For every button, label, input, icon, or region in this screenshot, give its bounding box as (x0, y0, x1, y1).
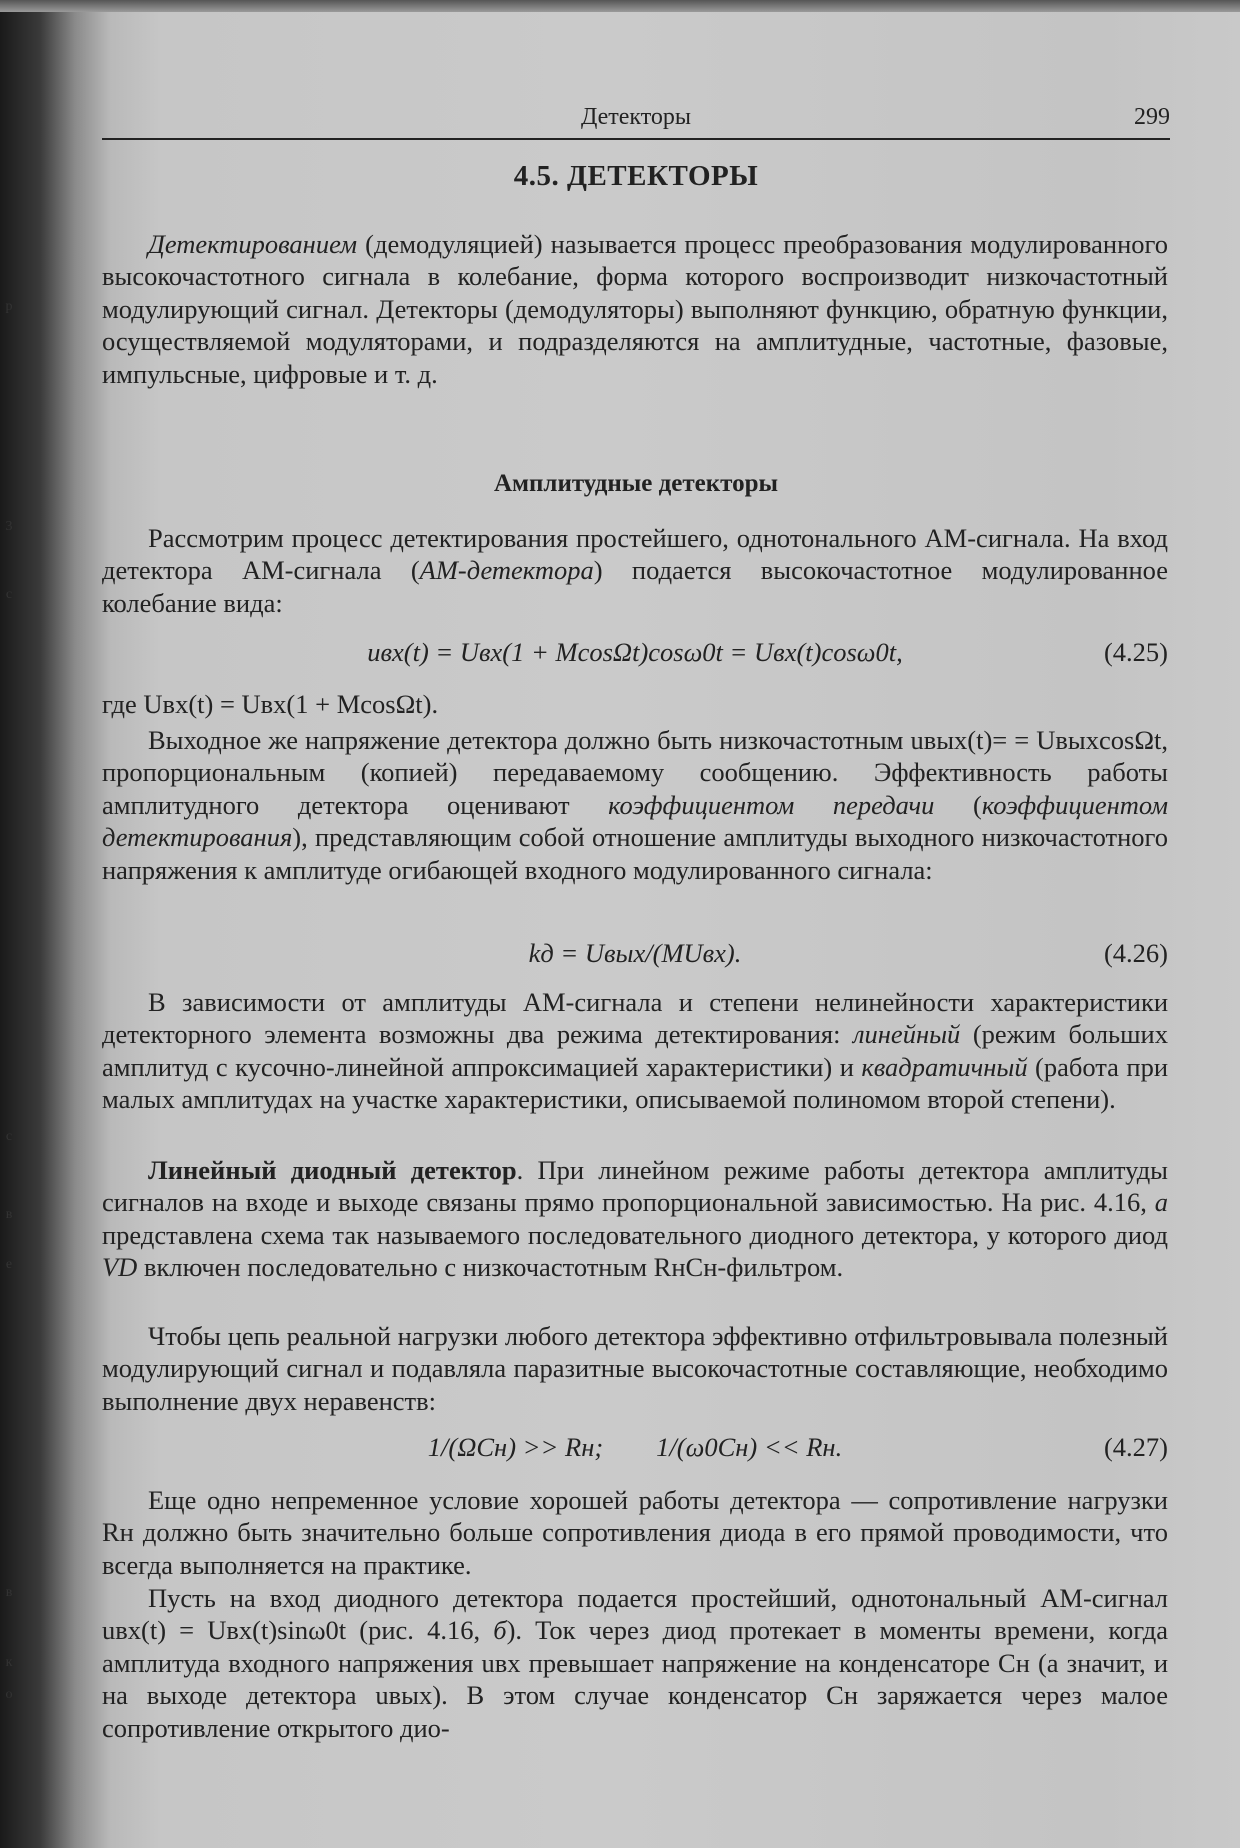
p4-diode-label: VD (102, 1252, 138, 1283)
running-title: Детекторы (580, 104, 692, 130)
top-shadow (0, 0, 1240, 12)
equation-4-25-formula: uвх(t) = Uвх(1 + MсosΩt)cosω0t = Uвх(t)cosω0t, (367, 637, 903, 667)
paragraph-5: Чтобы цепь реальной нагрузки любого детектора эффективно отфильтровывала полезный модулирующий сигнал и подавляла паразитные высокочастотные составляющие, необходимо выполнение двух неравенств: (102, 1321, 1168, 1416)
p2-term-2: коэффициентом детектирования (102, 789, 1169, 853)
p4-bold-term: Линейный диодный детектор (148, 1155, 517, 1185)
equation-4-27-number: (4.27) (1103, 1432, 1168, 1462)
subheading: Амплитудные детекторы (493, 470, 779, 497)
margin-mark: 3 (5, 519, 13, 534)
p3-term-1: линейный (852, 1019, 961, 1050)
equation-4-26-formula: kд = Uвых/(MUвх). (528, 938, 742, 968)
running-header (102, 102, 1170, 140)
margin-mark: с (5, 587, 13, 602)
equation-4-27-formula: 1/(ΩCн) >> Rн; 1/(ω0Cн) << Rн. (427, 1432, 843, 1462)
margin-mark: с (5, 1129, 13, 1144)
p4-figure-ref-a: а (1154, 1187, 1168, 1218)
p1-term: АМ-детектора (419, 555, 594, 586)
paragraph-1 (102, 522, 1168, 619)
paragraph-4 (102, 1154, 1168, 1284)
p4-text-b: представлена схема так называемого последовательного диодного детектора, у которого диод (102, 1219, 1168, 1250)
margin-mark: р (5, 299, 13, 314)
where-line: где Uвх(t) = Uвх(1 + MсosΩt). (102, 689, 439, 719)
margin-mark: в (5, 1207, 13, 1222)
equation-4-25-number: (4.25) (1103, 637, 1168, 667)
p3-term-2: квадратичный (861, 1051, 1028, 1082)
paragraph-6: Еще одно непременное условие хорошей работы детектора — сопротивление нагрузки Rн должно быть значительно больше сопротивления диода в его прямой проводимости, что всегда выполняется на практике. (102, 1485, 1168, 1580)
p7-figure-ref-b: б (493, 1615, 507, 1646)
margin-mark: о (5, 1687, 13, 1702)
p3-text-a: В зависимости от амплитуды АМ-сигнала и степени нелинейности характеристики детекторного элемента возможны два режима детектирования: (102, 987, 1168, 1050)
p4-text-a: . При линейном режиме работы детектора амплитуды сигналов на входе и выходе связаны прямо пропорциональной зависимостью. На рис. 4.16, (102, 1155, 1168, 1218)
p2-term-1: коэффициентом передачи (608, 789, 935, 820)
paragraph-3 (102, 986, 1168, 1116)
p7-text-a: Пусть на вход диодного детектора подается простейший, однотональный АМ-сигнал uвх(t) = Uвх(t)sinω0t (рис. 4.16, (102, 1583, 1168, 1646)
p7-text-b: ). Ток через диод протекает в моменты времени, когда амплитуда входного напряжения uвх превышает напряжение на конденсаторе Cн (а значит, и на выходе детектора uвых). В этом случае конденсатор Cн заряжается через малое сопротивление открытого дио- (102, 1615, 1168, 1743)
margin-mark: к (5, 1655, 13, 1670)
paragraph-7 (102, 1582, 1168, 1744)
p3-text-b: (режим больших амплитуд с кусочно-линейной аппроксимацией характеристики) и (102, 1019, 1168, 1082)
p1-text-a: Рассмотрим процесс детектирования простейшего, однотонального АМ-сигнала. На вход детектора АМ-сигнала ( (102, 523, 1168, 586)
p2-text-b: ( (934, 789, 982, 820)
p4-text-c: включен последовательно с низкочастотным RнCн-фильтром. (137, 1252, 844, 1283)
p1-text-b: ) подается высокочастотное модулированное колебание вида: (102, 555, 1169, 618)
intro-term: Детектированием (148, 229, 358, 259)
equation-4-26-number: (4.26) (1103, 938, 1168, 968)
section-title: 4.5. ДЕТЕКТОРЫ (513, 160, 759, 192)
intro-text: (демодуляцией) называется процесс преобразования модулированного высокочастотного сигнала в колебание, форма которого воспроизводит низкочастотный модулирующий сигнал. Детекторы (демодуляторы) выполняют функцию, обратную функции, осуществляемой модуляторами, и подразделяются на амплитудные, частотные, фазовые, импульсные, цифровые и т. д. (102, 229, 1168, 389)
p2-text-c: ), представляющим собой отношение амплитуды выходного низкочастотного напряжения к амплитуде огибающей входного модулированного сигнала: (102, 822, 1168, 885)
page-number: 299 (1134, 104, 1170, 130)
equation-4-27 (102, 1432, 1168, 1466)
p2-text-a: Выходное же напряжение детектора должно быть низкочастотным uвых(t)= = UвыхcosΩt, пропорциональным (копией) передаваемому сообщению. Эффективность работы амплитудного детектора оценивают (102, 725, 1168, 820)
equation-4-25 (102, 637, 1168, 671)
paragraph-2 (102, 724, 1168, 886)
margin-mark: е (5, 1257, 13, 1272)
p3-text-c: (работа при малых амплитудах на участке характеристики, описываемой полиномом второй степени). (102, 1051, 1168, 1115)
intro-paragraph (102, 228, 1168, 390)
margin-mark: в (5, 1585, 13, 1600)
equation-4-26 (102, 938, 1168, 972)
